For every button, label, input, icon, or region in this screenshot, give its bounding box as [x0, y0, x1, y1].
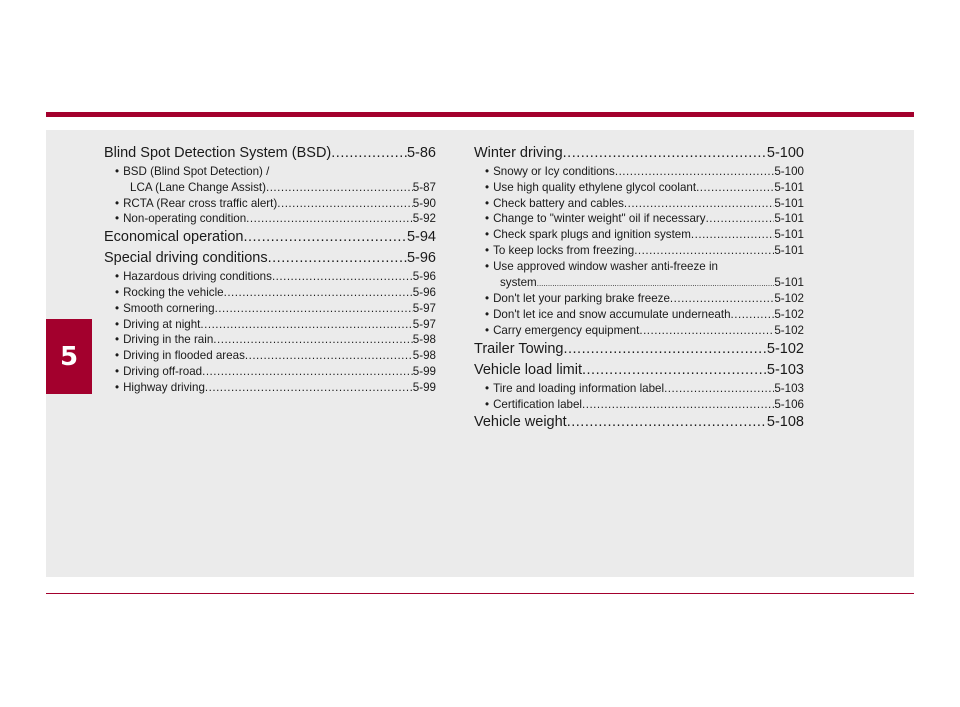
bullet-icon: • [115, 317, 120, 331]
toc-heading-entry[interactable] [474, 143, 804, 164]
top-divider [46, 112, 914, 117]
entry-title: Carry emergency equipment [493, 323, 640, 337]
entry-title: LCA (Lane Change Assist) [130, 180, 266, 194]
entry-title: Check battery and cables [493, 196, 624, 210]
page-number: 5-96 [412, 270, 436, 284]
toc-sub-entry[interactable] [474, 164, 804, 180]
toc-sub-entry[interactable] [104, 211, 436, 227]
bullet-icon: • [115, 333, 120, 347]
page-number: 5-101 [774, 180, 804, 194]
toc-sub-entry[interactable] [474, 291, 804, 307]
entry-title: Smooth cornering [123, 301, 215, 315]
dot-leader [691, 227, 774, 243]
chapter-tab: 5 [46, 319, 92, 394]
page-number: 5-99 [412, 364, 436, 378]
dot-leader [202, 364, 413, 380]
entry-title: To keep locks from freezing [493, 243, 635, 257]
toc-sub-entry[interactable] [104, 332, 436, 348]
toc-column-right [474, 143, 804, 433]
bottom-divider [46, 593, 914, 594]
entry-title: Highway driving [123, 380, 205, 394]
bullet-icon: • [115, 301, 120, 315]
toc-sub-entry[interactable] [104, 364, 436, 380]
toc-sub-entry[interactable] [474, 180, 804, 196]
bullet-icon: • [485, 381, 490, 395]
entry-title: Vehicle weight [474, 414, 567, 431]
dot-leader [213, 332, 413, 348]
bullet-icon: • [485, 259, 490, 273]
dot-leader [200, 317, 412, 333]
dot-leader [246, 211, 413, 227]
toc-sub-entry[interactable] [104, 269, 436, 285]
bullet-icon: • [115, 364, 120, 378]
dot-leader [634, 243, 774, 259]
toc-sub-entry-continued[interactable] [104, 180, 436, 196]
dot-leader [624, 196, 774, 212]
page-number: 5-100 [766, 145, 804, 161]
entry-title: Certification label [493, 397, 582, 411]
bullet-icon: • [485, 292, 490, 306]
page-number: 5-102 [774, 323, 804, 337]
page-number: 5-101 [774, 243, 804, 257]
toc-sub-entry[interactable] [104, 301, 436, 317]
dot-leader [245, 348, 413, 364]
entry-title: Vehicle load limit [474, 361, 582, 378]
toc-heading-entry[interactable] [104, 248, 436, 269]
dot-leader [639, 323, 774, 339]
entry-title: Trailer Towing [474, 340, 564, 357]
entry-title: Hazardous driving conditions [123, 270, 272, 284]
toc-heading-entry[interactable] [474, 360, 804, 381]
toc-sub-entry[interactable] [104, 285, 436, 301]
entry-title: Don't let ice and snow accumulate underneath [493, 308, 731, 322]
entry-title: Winter driving [474, 145, 563, 161]
entry-title-line1: BSD (Blind Spot Detection) / [123, 165, 270, 178]
toc-sub-entry[interactable] [104, 164, 436, 180]
entry-title: Non-operating condition [123, 212, 247, 226]
page-number: 5-86 [406, 145, 436, 161]
page-number: 5-103 [774, 381, 804, 395]
bullet-icon: • [485, 397, 490, 411]
page-number: 5-103 [766, 361, 804, 378]
toc-sub-entry[interactable] [474, 196, 804, 212]
bullet-icon: • [485, 228, 490, 242]
toc-sub-entry[interactable] [474, 243, 804, 259]
toc-sub-entry-continued[interactable] [474, 275, 804, 292]
bullet-icon: • [115, 380, 120, 394]
page-number: 5-106 [774, 397, 804, 411]
entry-title: Use high quality ethylene glycol coolant [493, 180, 697, 194]
bullet-icon: • [115, 212, 120, 226]
entry-title: Economical operation [104, 229, 244, 246]
entry-title: Rocking the vehicle [123, 285, 224, 299]
toc-heading-entry[interactable] [104, 143, 436, 164]
dot-leader [664, 381, 774, 397]
toc-sub-entry[interactable] [104, 348, 436, 364]
page-number: 5-92 [412, 212, 436, 226]
entry-title: Change to "winter weight" oil if necessary [493, 212, 706, 226]
page-number: 5-94 [406, 229, 436, 246]
dot-leader [563, 143, 767, 164]
entry-title: Driving in the rain [123, 333, 214, 347]
toc-sub-entry[interactable] [104, 317, 436, 333]
toc-sub-entry[interactable] [104, 196, 436, 212]
page-number: 5-100 [774, 165, 804, 178]
entry-title: Driving off-road [123, 364, 203, 378]
entry-title: Blind Spot Detection System (BSD) [104, 145, 332, 161]
entry-title: Don't let your parking brake freeze [493, 292, 670, 306]
page-number: 5-102 [766, 340, 804, 357]
toc-sub-entry[interactable] [474, 323, 804, 339]
toc-sub-entry[interactable] [474, 227, 804, 243]
toc-heading-entry[interactable] [474, 412, 804, 433]
dot-leader [706, 211, 775, 227]
page-number: 5-99 [412, 380, 436, 394]
page-number: 5-96 [412, 285, 436, 299]
page-number: 5-101 [774, 275, 804, 289]
dot-leader [696, 180, 774, 196]
entry-title: RCTA (Rear cross traffic alert) [123, 196, 278, 210]
entry-title: Driving at night [123, 317, 201, 331]
bullet-icon: • [115, 349, 120, 363]
page-number: 5-96 [406, 250, 436, 267]
dot-leader [537, 276, 775, 292]
toc-sub-entry[interactable] [474, 381, 804, 397]
dot-leader [215, 301, 413, 317]
dot-leader [205, 380, 413, 396]
toc-heading-entry[interactable] [104, 227, 436, 248]
page-number: 5-108 [766, 414, 804, 431]
dot-leader [272, 269, 413, 285]
page-number: 5-90 [412, 196, 436, 210]
page-number: 5-97 [412, 317, 436, 331]
page-number: 5-101 [774, 196, 804, 210]
toc-heading-entry[interactable] [474, 339, 804, 360]
dot-leader [582, 397, 774, 413]
toc-sub-entry[interactable] [474, 211, 804, 227]
bullet-icon: • [115, 165, 120, 178]
page-number: 5-102 [774, 308, 804, 322]
dot-leader [615, 164, 774, 180]
dot-leader [731, 307, 775, 323]
entry-title-line1: Use approved window washer anti-freeze in [493, 259, 718, 273]
entry-title: Driving in flooded areas [123, 349, 245, 363]
bullet-icon: • [485, 212, 490, 226]
bullet-icon: • [485, 308, 490, 322]
dot-leader [224, 285, 413, 301]
toc-column-left [104, 143, 436, 396]
page-number: 5-98 [412, 349, 436, 363]
dot-leader [268, 248, 407, 269]
bullet-icon: • [485, 165, 490, 178]
bullet-icon: • [115, 196, 120, 210]
bullet-icon: • [115, 285, 120, 299]
dot-leader [563, 339, 766, 360]
dot-leader [277, 196, 413, 212]
entry-title: Check spark plugs and ignition system [493, 228, 691, 242]
page-number: 5-97 [412, 301, 436, 315]
bullet-icon: • [115, 270, 120, 284]
bullet-icon: • [485, 180, 490, 194]
dot-leader [670, 291, 774, 307]
toc-sub-entry[interactable] [474, 397, 804, 413]
page-number: 5-98 [412, 333, 436, 347]
dot-leader [331, 143, 407, 164]
toc-sub-entry[interactable] [104, 380, 436, 396]
bullet-icon: • [485, 323, 490, 337]
page-number: 5-102 [774, 292, 804, 306]
dot-leader [582, 360, 767, 381]
toc-sub-entry[interactable] [474, 307, 804, 323]
bullet-icon: • [485, 243, 490, 257]
dot-leader [266, 180, 413, 196]
entry-title: Tire and loading information label [493, 381, 665, 395]
dot-leader [243, 227, 407, 248]
page-number: 5-101 [774, 228, 804, 242]
page-number: 5-87 [412, 180, 436, 194]
entry-title: Snowy or Icy conditions [493, 165, 615, 178]
bullet-icon: • [485, 196, 490, 210]
dot-leader [567, 412, 767, 433]
toc-sub-entry[interactable] [474, 259, 804, 275]
page-number: 5-101 [774, 212, 804, 226]
entry-title: system [500, 275, 537, 289]
entry-title: Special driving conditions [104, 250, 268, 267]
